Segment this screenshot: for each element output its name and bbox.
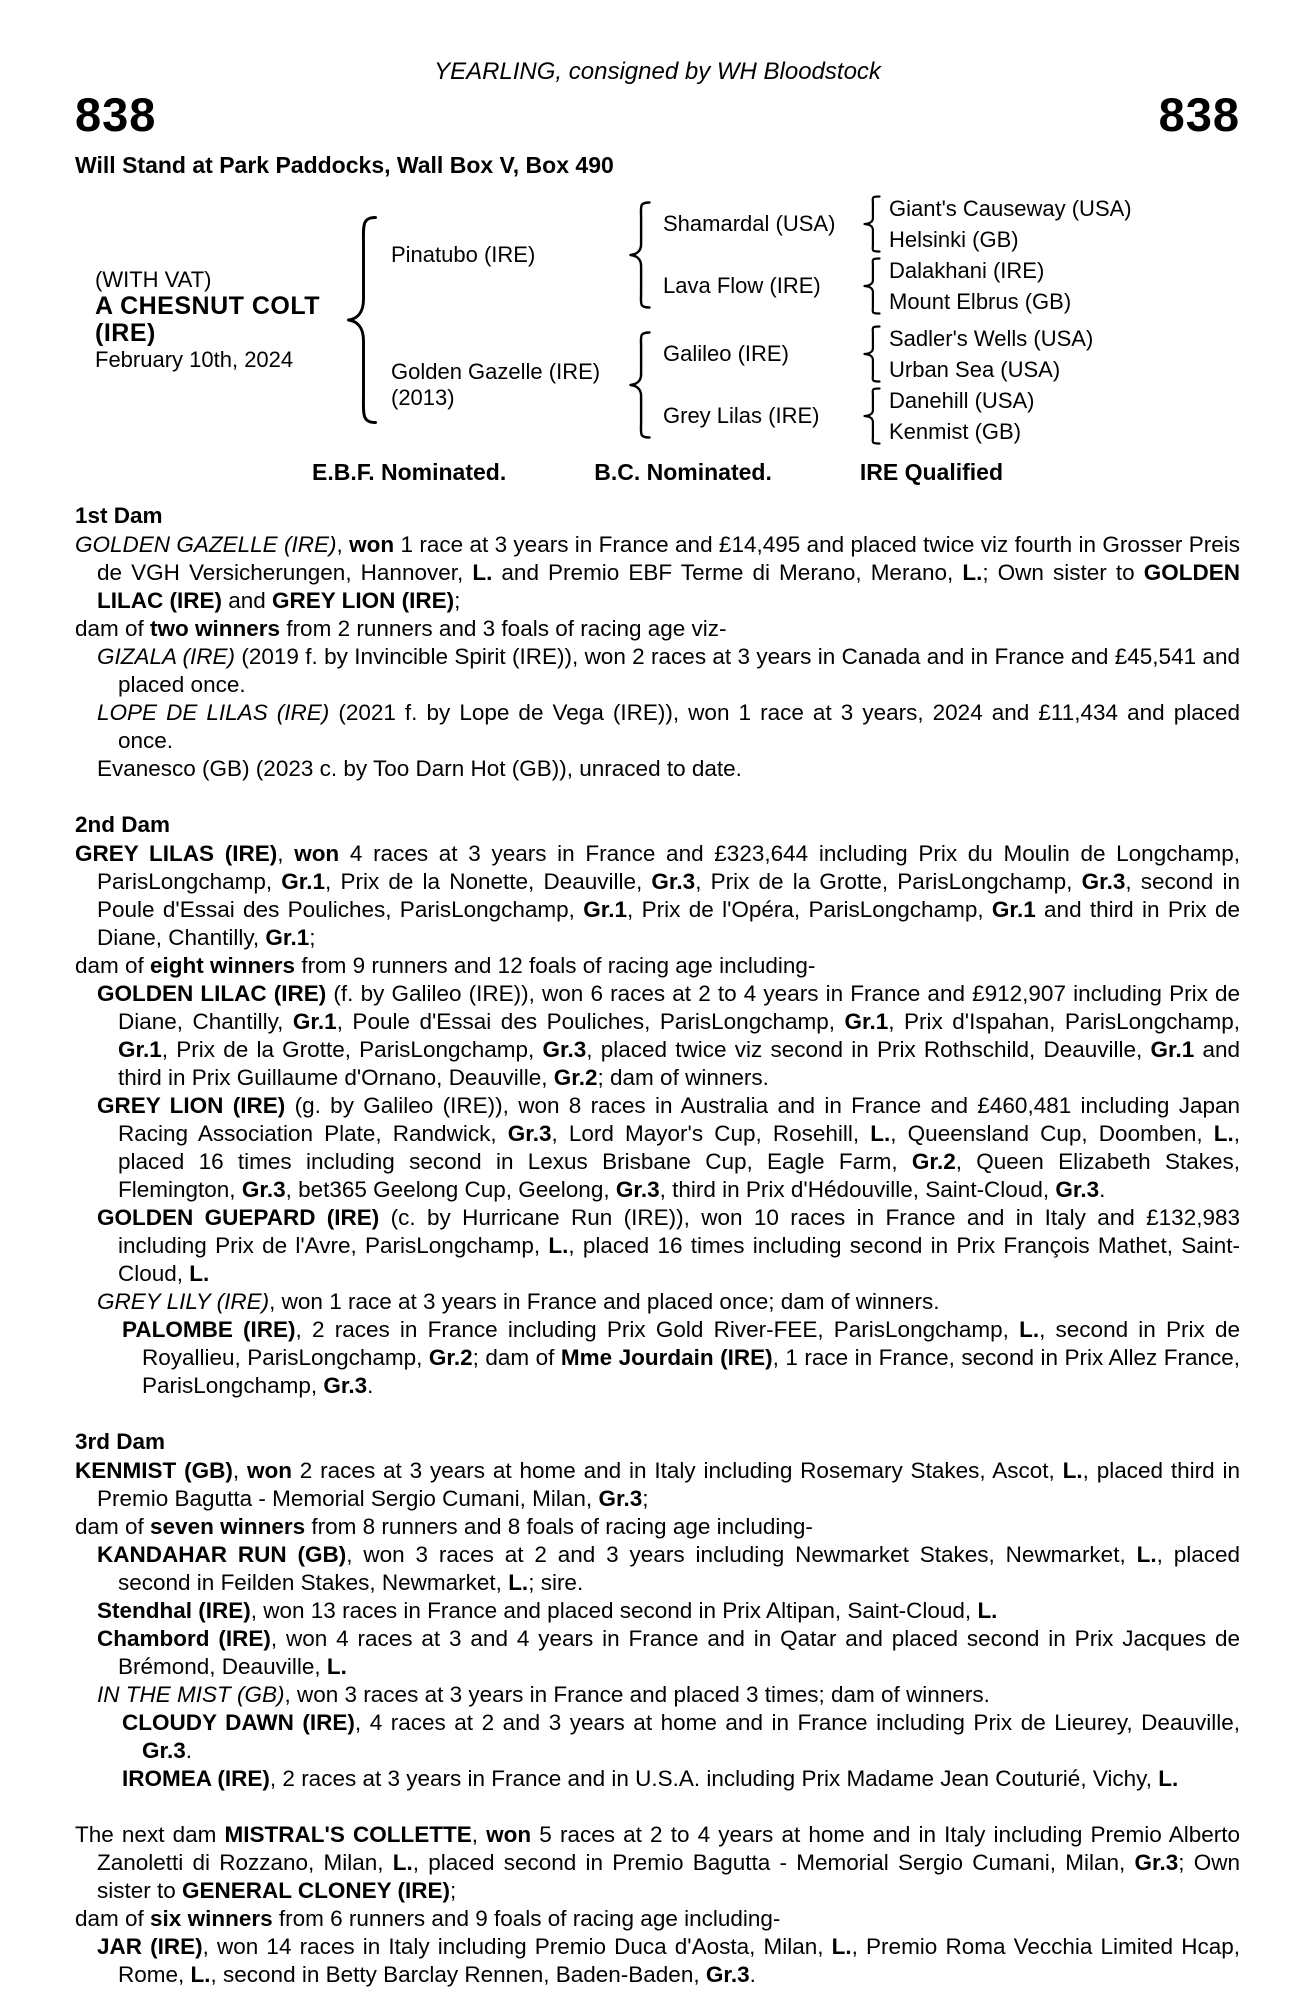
text-run: L.	[962, 560, 983, 586]
text-run: Gr.3	[598, 1486, 643, 1512]
text-run: ,	[277, 841, 295, 867]
text-run: Gr.1	[1150, 1037, 1195, 1063]
pedigree-ancestor: Mount Elbrus (GB)	[889, 289, 1072, 315]
bc-nomination: B.C. Nominated.	[594, 459, 772, 486]
text-run: and third in Prix Guillaume d'Ornano, Deauville,	[118, 1037, 1241, 1091]
text-run: L.	[1062, 1458, 1083, 1484]
text-run: , won 14 races in Italy including Premio Duca d'Aosta, Milan,	[202, 1934, 832, 1960]
consignment-header: YEARLING, consigned by WH Bloodstock	[434, 58, 881, 85]
text-run: L.	[548, 1233, 569, 1259]
text-run: 5 races at 2 to 4 years at home and in Italy including Premio Alberto Zanoletti di Rozzano, Milan,	[97, 1822, 1240, 1876]
text-run: Gr.1	[265, 925, 310, 951]
text-run: , won 4 races at 3 and 4 years in France and in Qatar and placed second in Prix Jacques de Brémond, Deauville,	[118, 1626, 1240, 1680]
text-run: GREY LILAS (IRE)	[75, 841, 278, 867]
catalog-paragraph	[75, 531, 1240, 615]
pedigree-sire-dam-name: Lava Flow (IRE)	[663, 273, 821, 299]
pedigree-sire-sire-name: Shamardal (USA)	[663, 211, 836, 237]
text-run: GREY LILY (IRE)	[97, 1289, 270, 1315]
text-run: 4 races at 3 years in France and £323,644 including Prix du Moulin de Longchamp, ParisLongchamp,	[97, 841, 1240, 895]
text-run: ;	[309, 925, 316, 951]
text-run: , Premio Roma Vecchia Limited Hcap, Rome,	[118, 1934, 1240, 1988]
text-run: six winners	[150, 1906, 273, 1932]
text-run: Gr.3	[507, 1121, 552, 1147]
sire-branch	[377, 193, 1132, 317]
text-run: GREY LION (IRE)	[97, 1093, 286, 1119]
text-run: seven winners	[150, 1514, 306, 1540]
dam-year-line: (2013)	[391, 385, 455, 411]
text-run: , won 3 races at 3 years in France and placed 3 times; dam of winners.	[284, 1682, 990, 1708]
text-run: (2021 f. by Lope de Vega (IRE)), won 1 race at 3 years, 2024 and £11,434 and placed once.	[118, 700, 1241, 754]
pedigree-table	[95, 193, 1240, 447]
text-run: GOLDEN GUEPARD (IRE)	[97, 1205, 380, 1231]
nominations-row	[75, 459, 1240, 486]
text-run: ; Own sister to	[982, 560, 1144, 586]
text-run: Gr.3	[615, 1177, 660, 1203]
text-run: and Premio EBF Terme di Merano, Merano,	[492, 560, 963, 586]
text-run: , placed second in Premio Bagutta - Memorial Sergio Cumani, Milan,	[412, 1850, 1135, 1876]
text-run: ; dam of winners.	[597, 1065, 769, 1091]
text-run: GOLDEN GAZELLE (IRE)	[75, 532, 337, 558]
pedigree-ancestor: Sadler's Wells (USA)	[889, 326, 1094, 352]
dam-section	[75, 1821, 1240, 1989]
text-run: from 8 runners and 8 foals of racing age including-	[305, 1514, 813, 1540]
text-run: , third in Prix d'Hédouville, Saint-Cloud,	[659, 1177, 1056, 1203]
text-run: GIZALA (IRE)	[97, 644, 236, 670]
pedigree-sire-name: Pinatubo (IRE)	[391, 242, 536, 268]
text-run: , placed third in Premio Bagutta - Memorial Sergio Cumani, Milan,	[97, 1458, 1240, 1512]
dam-grandparents	[651, 323, 1093, 447]
text-run: L.	[189, 1261, 210, 1287]
great-grandparents	[881, 323, 1093, 385]
pedigree-brace-small	[863, 257, 881, 315]
text-run: dam of	[75, 1514, 151, 1540]
text-run: KANDAHAR RUN (GB)	[97, 1542, 347, 1568]
vat-note: (WITH VAT)	[95, 267, 212, 293]
text-run: , won 13 races in France and placed second in Prix Altipan, Saint-Cloud,	[250, 1598, 978, 1624]
text-run: Gr.1	[583, 897, 628, 923]
pedigree-brace-main	[347, 216, 377, 424]
text-run: (2019 f. by Invincible Spirit (IRE)), won 2 races at 3 years in Canada and in France and £45,541 and placed once.	[118, 644, 1240, 698]
pedigree-ancestor: Kenmist (GB)	[889, 419, 1022, 445]
text-run: Gr.1	[844, 1009, 889, 1035]
pedigree-brace-sire	[629, 201, 651, 309]
text-run: dam of	[75, 1906, 151, 1932]
catalog-paragraph	[75, 952, 1240, 980]
text-run: L.	[472, 560, 493, 586]
text-run: , Queen Elizabeth Stakes, Flemington,	[118, 1149, 1241, 1203]
text-run: , 4 races at 2 and 3 years at home and in France including Prix de Lieurey, Deauville,	[354, 1710, 1240, 1736]
catalog-paragraph	[75, 1905, 1240, 1933]
text-run: and	[221, 588, 273, 614]
text-run: PALOMBE (IRE)	[122, 1317, 296, 1343]
text-run: , bet365 Geelong Cup, Geelong,	[285, 1177, 616, 1203]
dam-section	[75, 811, 1240, 1400]
dam-sire-group	[651, 323, 1093, 385]
text-run: won	[486, 1822, 532, 1848]
pedigree-brace-small	[863, 325, 881, 383]
text-run: , placed 16 times including second in Lexus Brisbane Cup, Eagle Farm,	[118, 1121, 1241, 1175]
text-run: , 2 races in France including Prix Gold River-FEE, ParisLongchamp,	[295, 1317, 1020, 1343]
text-run: Gr.3	[705, 1962, 750, 1988]
pedigree-ancestor: Danehill (USA)	[889, 388, 1035, 414]
text-run: eight winners	[150, 953, 296, 979]
text-run: , placed 16 times including second in Prix François Mathet, Saint-Cloud,	[118, 1233, 1240, 1287]
catalog-paragraph	[97, 1092, 1241, 1204]
text-run: dam of	[75, 953, 151, 979]
ire-qualified: IRE Qualified	[859, 459, 1003, 486]
great-grandparents	[881, 385, 1035, 447]
text-run: L.	[392, 1850, 413, 1876]
text-run: (f. by Galileo (IRE)), won 6 races at 2 to 4 years in France and £912,907 including Prix de Diane, Chantilly,	[118, 981, 1240, 1035]
dam-name-line: Golden Gazelle (IRE)	[391, 359, 601, 385]
text-run: two winners	[150, 616, 281, 642]
text-run: Gr.3	[1081, 869, 1126, 895]
text-run: from 6 runners and 9 foals of racing age including-	[272, 1906, 781, 1932]
great-grandparents	[881, 193, 1132, 255]
text-run: , placed second in Feilden Stakes, Newmarket,	[118, 1542, 1241, 1596]
pedigree-dam-sire-name: Galileo (IRE)	[663, 341, 789, 367]
text-run: L.	[977, 1598, 998, 1624]
catalog-paragraph	[97, 1541, 1241, 1597]
dam-heading: 3rd Dam	[75, 1429, 166, 1455]
text-run: , 2 races at 3 years in France and in U.S.A. including Prix Madame Jean Couturié, Vichy,	[269, 1766, 1159, 1792]
text-run: Gr.3	[542, 1037, 587, 1063]
pedigree-ancestor: Giant's Causeway (USA)	[889, 196, 1132, 222]
text-run: Gr.3	[1055, 1177, 1100, 1203]
subject-description: A CHESNUT COLT	[95, 292, 321, 321]
text-run: L.	[190, 1962, 211, 1988]
catalog-paragraph	[122, 1709, 1240, 1765]
stand-location: Will Stand at Park Paddocks, Wall Box V, Box 490	[75, 152, 614, 179]
dam-section	[75, 1428, 1240, 1793]
text-run: from 9 runners and 12 foals of racing age including-	[295, 953, 816, 979]
text-run: Chambord (IRE)	[97, 1626, 271, 1652]
text-run: , Prix de la Nonette, Deauville,	[325, 869, 652, 895]
text-run: IN THE MIST (GB)	[97, 1682, 285, 1708]
text-run: Gr.3	[1134, 1850, 1179, 1876]
text-run: Gr.3	[241, 1177, 286, 1203]
text-run: , won 3 races at 2 and 3 years including Newmarket Stakes, Newmarket,	[346, 1542, 1137, 1568]
catalog-paragraph	[75, 615, 1240, 643]
catalog-paragraph	[97, 1288, 1240, 1316]
text-run: Mme Jourdain (IRE)	[560, 1345, 773, 1371]
text-run: , Prix d'Ispahan, ParisLongchamp,	[888, 1009, 1240, 1035]
sire-grandparents	[651, 193, 1132, 317]
text-run: Gr.2	[553, 1065, 598, 1091]
text-run: , second in Betty Barclay Rennen, Baden-Baden,	[210, 1962, 706, 1988]
text-run: Gr.1	[118, 1037, 162, 1063]
text-run: .	[749, 1962, 756, 1988]
dam-heading: 1st Dam	[75, 503, 163, 529]
text-run: GENERAL CLONEY (IRE)	[182, 1878, 450, 1904]
text-run: and third in Prix de Diane, Chantilly,	[97, 897, 1240, 951]
sire-sire-group	[651, 193, 1132, 255]
text-run: won	[349, 532, 395, 558]
catalog-paragraph	[97, 755, 1240, 783]
text-run: ;	[454, 588, 461, 614]
text-run: Gr.1	[292, 1009, 337, 1035]
text-run: L.	[1213, 1121, 1234, 1147]
text-run: Gr.3	[651, 869, 696, 895]
pedigree-ancestor: Dalakhani (IRE)	[889, 258, 1045, 284]
text-run: dam of	[75, 616, 151, 642]
text-run: L.	[1019, 1317, 1040, 1343]
text-run: from 2 runners and 3 foals of racing age viz-	[280, 616, 727, 642]
text-run: , Prix de la Grotte, ParisLongchamp,	[161, 1037, 543, 1063]
catalog-paragraph	[97, 1681, 1240, 1709]
text-run: CLOUDY DAWN (IRE)	[122, 1710, 355, 1736]
text-run: Stendhal (IRE)	[97, 1598, 251, 1624]
text-run: .	[367, 1373, 374, 1399]
text-run: Gr.3	[142, 1738, 186, 1764]
pedigree-details	[75, 502, 1240, 1989]
sire-dam-group	[651, 255, 1132, 317]
text-run: , placed twice viz second in Prix Rothschild, Deauville,	[586, 1037, 1151, 1063]
text-run: Gr.3	[323, 1373, 368, 1399]
catalog-paragraph	[97, 1933, 1240, 1989]
catalog-paragraph	[122, 1316, 1240, 1400]
lot-number-left: 838	[75, 87, 157, 141]
pedigree-ancestor: Helsinki (GB)	[889, 227, 1019, 253]
text-run: L.	[831, 1934, 852, 1960]
text-run: , Prix de l'Opéra, ParisLongchamp,	[627, 897, 992, 923]
text-run: won	[246, 1458, 292, 1484]
catalog-paragraph	[97, 980, 1241, 1092]
text-run: GOLDEN LILAC (IRE)	[97, 560, 1240, 614]
text-run: ,	[232, 1458, 247, 1484]
pedigree-ancestor: Urban Sea (USA)	[889, 357, 1061, 383]
text-run: Gr.1	[281, 869, 326, 895]
text-run: , second in Prix de Royallieu, ParisLongchamp,	[142, 1317, 1240, 1371]
text-run: .	[185, 1738, 193, 1764]
great-grandparents	[881, 255, 1071, 317]
catalog-paragraph	[97, 1204, 1240, 1288]
catalog-paragraph	[97, 643, 1240, 699]
text-run: LOPE DE LILAS (IRE)	[97, 700, 330, 726]
catalog-paragraph	[97, 1597, 1240, 1625]
text-run: GREY LION (IRE)	[272, 588, 455, 614]
text-run: , 1 race in France, second in Prix Allez France, ParisLongchamp,	[142, 1345, 1240, 1399]
dam-section	[75, 502, 1240, 783]
text-run: L.	[508, 1570, 529, 1596]
text-run: ;	[449, 1878, 457, 1904]
pedigree-dam-name	[377, 359, 629, 411]
pedigree-brace-small	[863, 195, 881, 253]
text-run: L.	[1136, 1542, 1157, 1568]
pedigree-brace-dam	[629, 331, 651, 439]
catalog-paragraph	[75, 840, 1240, 952]
catalog-paragraph	[122, 1765, 1240, 1793]
pedigree-brace-small	[863, 387, 881, 445]
text-run: Gr.2	[911, 1149, 956, 1175]
catalog-paragraph	[97, 1625, 1240, 1681]
lot-subject	[95, 267, 347, 373]
dam-dam-group	[651, 385, 1093, 447]
dam-branch	[377, 323, 1132, 447]
text-run: , Queensland Cup, Doomben,	[890, 1121, 1214, 1147]
text-run: MISTRAL'S COLLETTE	[224, 1822, 472, 1848]
catalog-paragraph	[75, 1513, 1240, 1541]
text-run: , won 1 race at 3 years in France and placed once; dam of winners.	[269, 1289, 940, 1315]
lot-number-right: 838	[1158, 87, 1240, 141]
catalog-paragraph	[75, 1821, 1240, 1905]
text-run: won	[294, 841, 340, 867]
text-run: , Poule d'Essai des Pouliches, ParisLongchamp,	[336, 1009, 845, 1035]
text-run: JAR (IRE)	[97, 1934, 203, 1960]
text-run: Evanesco (GB) (2023 c. by Too Darn Hot (GB)), unraced to date.	[97, 756, 742, 782]
text-run: (g. by Galileo (IRE)), won 8 races in Australia and in France and £460,481 including Japan Racing Association Plate, Randwick,	[118, 1093, 1241, 1147]
text-run: IROMEA (IRE)	[122, 1766, 270, 1792]
text-run: L.	[1158, 1766, 1179, 1792]
catalog-paragraph	[75, 1457, 1240, 1513]
ebf-nomination: E.B.F. Nominated.	[311, 459, 507, 486]
text-run: L.	[870, 1121, 891, 1147]
text-run: Gr.2	[428, 1345, 473, 1371]
text-run: ;	[642, 1486, 649, 1512]
pedigree-branches	[377, 193, 1132, 447]
text-run: The next dam	[75, 1822, 225, 1848]
text-run: ,	[336, 532, 350, 558]
text-run: , Prix de la Grotte, ParisLongchamp,	[695, 869, 1082, 895]
text-run: 2 races at 3 years at home and in Italy including Rosemary Stakes, Ascot,	[291, 1458, 1063, 1484]
text-run: L.	[326, 1654, 347, 1680]
text-run: (c. by Hurricane Run (IRE)), won 10 races in France and in Italy and £132,983 including Prix de l'Avre, ParisLongchamp,	[118, 1205, 1240, 1259]
text-run: ; sire.	[528, 1570, 584, 1596]
text-run: .	[1099, 1177, 1106, 1203]
text-run: KENMIST (GB)	[75, 1458, 233, 1484]
text-run: , Lord Mayor's Cup, Rosehill,	[551, 1121, 871, 1147]
catalog-paragraph	[97, 699, 1241, 755]
subject-foal-date: February 10th, 2024	[95, 347, 294, 373]
text-run: , second in Poule d'Essai des Pouliches, ParisLongchamp,	[97, 869, 1240, 923]
dam-heading: 2nd Dam	[75, 812, 171, 838]
text-run: GOLDEN LILAC (IRE)	[97, 981, 327, 1007]
lot-number-row	[75, 89, 1240, 141]
text-run: 1 race at 3 years in France and £14,495 and placed twice viz fourth in Grosser Preis de VGH Versicherungen, Hannover,	[97, 532, 1240, 586]
text-run: ,	[471, 1822, 487, 1848]
pedigree-dam-dam-name: Grey Lilas (IRE)	[663, 403, 820, 429]
subject-country: (IRE)	[95, 319, 156, 348]
text-run: Gr.1	[991, 897, 1036, 923]
text-run: ; Own sister to	[97, 1850, 1240, 1904]
text-run: ; dam of	[472, 1345, 561, 1371]
